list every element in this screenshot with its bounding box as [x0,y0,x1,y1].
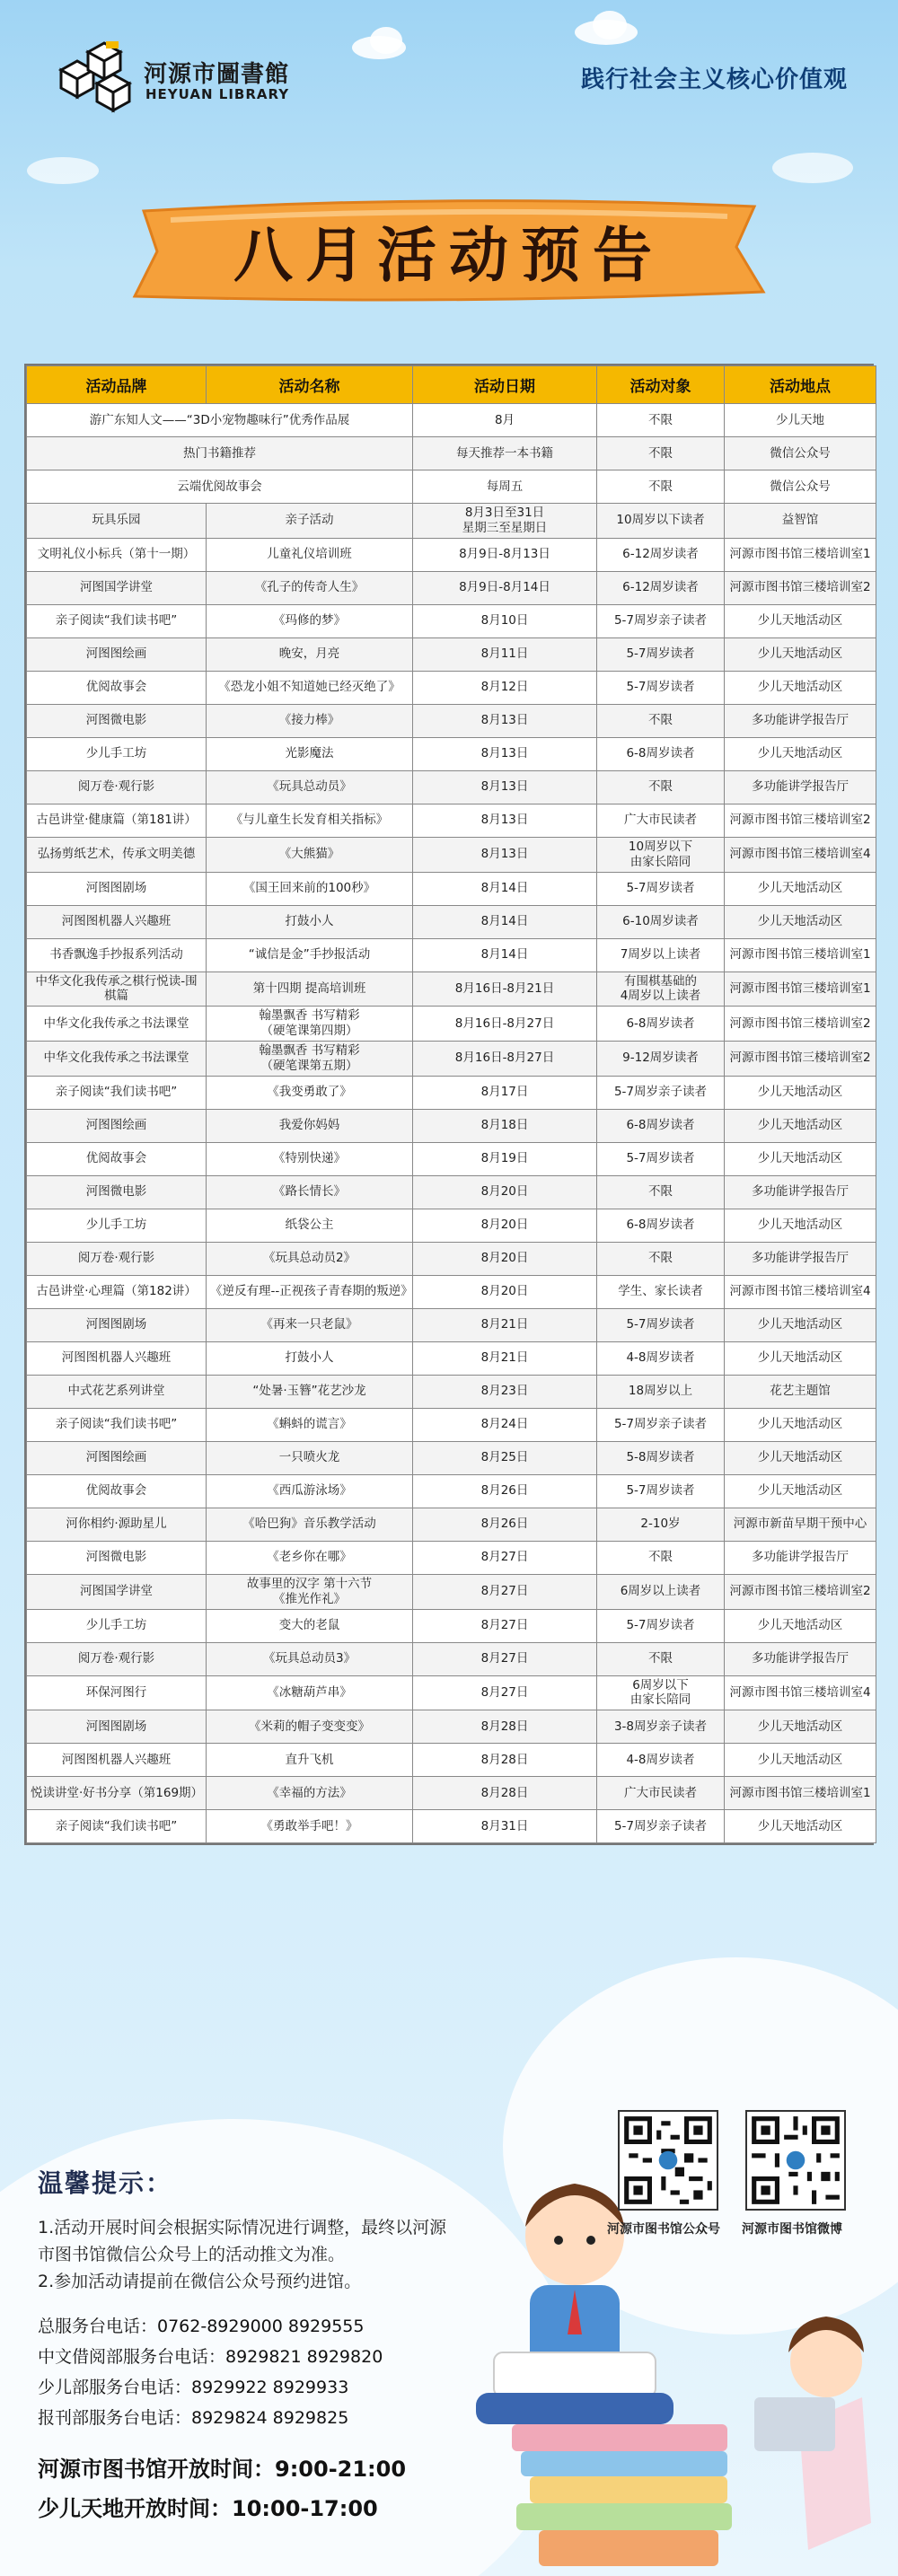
cell-place: 少儿天地活动区 [725,1609,876,1642]
cell-brand: 河图图剧场 [27,1308,207,1341]
cell-date: 8月28日 [413,1744,597,1777]
cell-activity-name: 《恐龙小姐不知道她已经灭绝了》 [207,671,413,704]
cell-brand: 优阅故事会 [27,671,207,704]
cell-brand: 古邑讲堂·健康篇（第181讲） [27,804,207,837]
cell-date: 8月12日 [413,671,597,704]
table-header-row [27,366,876,404]
table-row [27,872,876,905]
cell-target: 广大市民读者 [597,1777,725,1810]
header-place: 活动地点 [725,366,876,404]
cell-target: 18周岁以上 [597,1375,725,1408]
cell-date: 8月27日 [413,1609,597,1642]
phone-number: 少儿部服务台电话：8929922 8929933 [38,2378,349,2397]
table-row [27,1541,876,1574]
cell-target: 5-7周岁读者 [597,872,725,905]
cell-brand: 河图微电影 [27,704,207,737]
cell-target: 5-7周岁读者 [597,637,725,671]
table-row [27,404,876,437]
cell-brand: 古邑讲堂·心理篇（第182讲） [27,1275,207,1308]
cell-brand: 少儿手工坊 [27,737,207,770]
cell-activity-name: 纸袋公主 [207,1209,413,1242]
cell-date: 8月13日 [413,737,597,770]
cell-brand: 河你相约·源助星儿 [27,1508,207,1541]
table-row [27,971,876,1007]
table-row [27,1474,876,1508]
table-row [27,704,876,737]
cell-target: 5-7周岁读者 [597,1609,725,1642]
cell-place: 少儿天地活动区 [725,1308,876,1341]
cell-date: 8月31日 [413,1810,597,1843]
cell-date: 8月25日 [413,1441,597,1474]
cell-brand: 文明礼仪小标兵（第十一期） [27,538,207,571]
cell-date: 8月16日-8月21日 [413,971,597,1007]
cell-place: 河源市图书馆三楼培训室2 [725,1574,876,1609]
cell-brand: 中华文化我传承之棋行悦读-围棋篇 [27,971,207,1007]
cell-date: 8月26日 [413,1474,597,1508]
cell-target: 5-7周岁读者 [597,1142,725,1175]
cell-date: 8月9日-8月14日 [413,571,597,604]
cell-place: 少儿天地活动区 [725,1341,876,1375]
table-row [27,437,876,470]
header-date: 活动日期 [413,366,597,404]
cell-target: 不限 [597,1242,725,1275]
cell-target: 不限 [597,1642,725,1675]
slogan: 践行社会主义核心价值观 [580,66,848,93]
cell-activity-name: 《勇敢举手吧！》 [207,1810,413,1843]
cell-date: 8月13日 [413,837,597,872]
table-row [27,837,876,872]
header-name: 活动名称 [207,366,413,404]
table-row [27,671,876,704]
cell-brand: 阅万卷·观行影 [27,1242,207,1275]
table-row [27,1408,876,1441]
cell-target: 6周岁以上读者 [597,1574,725,1609]
table-row [27,1042,876,1077]
cell-brand: 亲子阅读“我们读书吧” [27,1408,207,1441]
cell-brand: 河图图剧场 [27,872,207,905]
cloud-decoration [27,157,99,184]
cell-place: 少儿天地活动区 [725,1810,876,1843]
cell-date: 每周五 [413,470,597,504]
cell-date: 8月16日-8月27日 [413,1042,597,1077]
cell-brand: 亲子阅读“我们读书吧” [27,1076,207,1109]
cell-activity-name: 《逆反有理--正视孩子青春期的叛逆》 [207,1275,413,1308]
cell-target: 6-12周岁读者 [597,571,725,604]
cell-brand: 优阅故事会 [27,1474,207,1508]
phone-number: 报刊部服务台电话：8929824 8929825 [38,2408,349,2428]
table-row [27,470,876,504]
table-row [27,1308,876,1341]
table-row [27,804,876,837]
cell-activity-name: 《孔子的传奇人生》 [207,571,413,604]
table-body [27,404,876,1843]
cell-activity-name: 《米莉的帽子变变变》 [207,1710,413,1744]
cell-target: 有围棋基础的 4周岁以上读者 [597,971,725,1007]
table-row [27,1441,876,1474]
library-logo-icon [52,34,142,115]
cell-target: 学生、家长读者 [597,1275,725,1308]
cell-place: 多功能讲学报告厅 [725,1642,876,1675]
cell-date: 每天推荐一本书籍 [413,437,597,470]
cell-place: 少儿天地活动区 [725,1744,876,1777]
table-row [27,770,876,804]
cell-target: 6-12周岁读者 [597,538,725,571]
cell-target: 不限 [597,404,725,437]
cell-brand: 弘扬剪纸艺术，传承文明美德 [27,837,207,872]
cell-date: 8月10日 [413,604,597,637]
cell-target: 不限 [597,1541,725,1574]
cell-activity-name: 翰墨飘香 书写精彩 （硬笔课第五期） [207,1042,413,1077]
table-row [27,1275,876,1308]
cell-place: 河源市图书馆三楼培训室1 [725,938,876,971]
cell-activity-name: 《玩具总动员3》 [207,1642,413,1675]
library-name-cn: 河源市圖書館 [144,61,290,88]
cell-activity-name: 《老乡你在哪》 [207,1541,413,1574]
table-row [27,1142,876,1175]
cell-place: 河源市新苗早期干预中心 [725,1508,876,1541]
cell-target: 不限 [597,470,725,504]
cell-place: 河源市图书馆三楼培训室4 [725,837,876,872]
cell-target: 5-7周岁亲子读者 [597,604,725,637]
table-row [27,538,876,571]
cell-place: 少儿天地活动区 [725,1109,876,1142]
tip-text: 2.参加活动请提前在微信公众号预约进馆。 [38,2272,362,2291]
cell-activity-name: 热门书籍推荐 [27,437,413,470]
cell-date: 8月13日 [413,704,597,737]
cell-brand: 阅万卷·观行影 [27,1642,207,1675]
cell-place: 多功能讲学报告厅 [725,1242,876,1275]
cell-target: 6-8周岁读者 [597,1109,725,1142]
cell-place: 河源市图书馆三楼培训室2 [725,804,876,837]
cell-place: 少儿天地活动区 [725,1474,876,1508]
cell-activity-name: 《玩具总动员》 [207,770,413,804]
cloud-decoration [772,153,853,183]
cell-target: 不限 [597,770,725,804]
opening-hours: 少儿天地开放时间：10:00-17:00 [38,2496,378,2521]
cell-place: 益智馆 [725,504,876,539]
cell-place: 少儿天地活动区 [725,1142,876,1175]
cell-date: 8月24日 [413,1408,597,1441]
cell-place: 少儿天地活动区 [725,1408,876,1441]
cell-brand: 河图图绘画 [27,1441,207,1474]
cell-target: 5-7周岁读者 [597,671,725,704]
cell-activity-name: 《大熊猫》 [207,837,413,872]
cell-activity-name: 《冰糖葫芦串》 [207,1675,413,1710]
cell-brand: 河图图绘画 [27,637,207,671]
cell-date: 8月13日 [413,770,597,804]
cell-target: 6-8周岁读者 [597,737,725,770]
cell-place: 多功能讲学报告厅 [725,770,876,804]
tip-text: 1.活动开展时间会根据实际情况进行调整，最终以河源市图书馆微信公众号上的活动推文为准。 [38,2218,447,2264]
cell-date: 8月17日 [413,1076,597,1109]
cell-place: 少儿天地 [725,404,876,437]
table-row [27,1076,876,1109]
cell-date: 8月20日 [413,1242,597,1275]
table-row [27,1341,876,1375]
cell-date: 8月27日 [413,1675,597,1710]
table-row [27,1675,876,1710]
cell-target: 6-8周岁读者 [597,1209,725,1242]
cell-activity-name: 《国王回来前的100秒》 [207,872,413,905]
cell-activity-name: 光影魔法 [207,737,413,770]
cell-activity-name: 翰墨飘香 书写精彩 （硬笔课第四期） [207,1007,413,1042]
table-row [27,737,876,770]
cell-target: 10周岁以下读者 [597,504,725,539]
cell-date: 8月23日 [413,1375,597,1408]
cell-date: 8月28日 [413,1710,597,1744]
weibo-qr-code-icon[interactable] [745,2110,846,2211]
cell-target: 2-10岁 [597,1508,725,1541]
cell-activity-name: 云端优阅故事会 [27,470,413,504]
cell-target: 广大市民读者 [597,804,725,837]
cell-date: 8月3日至31日 星期三至星期日 [413,504,597,539]
banner-title: 八月活动预告 [233,220,665,290]
cell-target: 不限 [597,437,725,470]
table-row [27,1609,876,1642]
cell-date: 8月18日 [413,1109,597,1142]
cell-brand: 书香飘逸手抄报系列活动 [27,938,207,971]
cell-brand: 河图图绘画 [27,1109,207,1142]
cell-target: 6周岁以下 由家长陪同 [597,1675,725,1710]
header-brand: 活动品牌 [27,366,207,404]
wechat-qr-label: 河源市图书馆公众号 [607,2222,720,2237]
cell-target: 4-8周岁读者 [597,1744,725,1777]
cell-place: 河源市图书馆三楼培训室2 [725,1007,876,1042]
table-row [27,1574,876,1609]
cell-date: 8月14日 [413,905,597,938]
cell-place: 少儿天地活动区 [725,1076,876,1109]
cell-place: 微信公众号 [725,470,876,504]
table-row [27,1007,876,1042]
cell-brand: 河图国学讲堂 [27,1574,207,1609]
cell-date: 8月11日 [413,637,597,671]
cell-brand: 优阅故事会 [27,1142,207,1175]
table-row [27,1508,876,1541]
cell-activity-name: 《蝌蚪的谎言》 [207,1408,413,1441]
cell-activity-name: 《哈巴狗》音乐教学活动 [207,1508,413,1541]
cell-target: 5-7周岁亲子读者 [597,1810,725,1843]
wechat-qr-code-icon[interactable] [618,2110,718,2211]
cell-place: 少儿天地活动区 [725,872,876,905]
cell-activity-name: “处暑·玉簪”花艺沙龙 [207,1375,413,1408]
table-row [27,571,876,604]
cell-brand: 河图图机器人兴趣班 [27,905,207,938]
cell-activity-name: 故事里的汉字 第十六节 《推光作礼》 [207,1574,413,1609]
cell-target: 不限 [597,1175,725,1209]
cell-activity-name: 打鼓小人 [207,905,413,938]
cell-place: 河源市图书馆三楼培训室1 [725,1777,876,1810]
cell-target: 10周岁以下 由家长陪同 [597,837,725,872]
cell-date: 8月14日 [413,872,597,905]
cell-activity-name: 亲子活动 [207,504,413,539]
table-row [27,1744,876,1777]
cell-activity-name: 第十四期 提高培训班 [207,971,413,1007]
cell-brand: 河图图机器人兴趣班 [27,1744,207,1777]
cell-place: 河源市图书馆三楼培训室2 [725,571,876,604]
cell-target: 5-7周岁读者 [597,1474,725,1508]
cell-place: 少儿天地活动区 [725,604,876,637]
cell-date: 8月26日 [413,1508,597,1541]
cell-target: 7周岁以上读者 [597,938,725,971]
cell-target: 5-7周岁亲子读者 [597,1408,725,1441]
cell-activity-name: 儿童礼仪培训班 [207,538,413,571]
cell-brand: 河图国学讲堂 [27,571,207,604]
cell-place: 多功能讲学报告厅 [725,1175,876,1209]
activity-table [24,364,874,1845]
cell-activity-name: 变大的老鼠 [207,1609,413,1642]
cell-target: 4-8周岁读者 [597,1341,725,1375]
cell-brand: 河图微电影 [27,1175,207,1209]
cell-date: 8月27日 [413,1574,597,1609]
table-row [27,1810,876,1843]
table-row [27,1375,876,1408]
cell-place: 少儿天地活动区 [725,1710,876,1744]
header [0,0,898,144]
cell-place: 少儿天地活动区 [725,671,876,704]
cell-brand: 亲子阅读“我们读书吧” [27,1810,207,1843]
cell-place: 多功能讲学报告厅 [725,1541,876,1574]
cell-place: 多功能讲学报告厅 [725,704,876,737]
cell-brand: 亲子阅读“我们读书吧” [27,604,207,637]
table-row [27,604,876,637]
cell-brand: 中华文化我传承之书法课堂 [27,1042,207,1077]
table-row [27,1242,876,1275]
cell-target: 6-10周岁读者 [597,905,725,938]
cell-activity-name: 《我变勇敢了》 [207,1076,413,1109]
cell-date: 8月28日 [413,1777,597,1810]
cell-place: 河源市图书馆三楼培训室2 [725,1042,876,1077]
cell-place: 河源市图书馆三楼培训室4 [725,1275,876,1308]
cell-activity-name: 游广东知人文——“3D小宠物趣味行”优秀作品展 [27,404,413,437]
cell-brand: 环保河图行 [27,1675,207,1710]
cell-brand: 阅万卷·观行影 [27,770,207,804]
cell-target: 6-8周岁读者 [597,1007,725,1042]
cell-date: 8月20日 [413,1175,597,1209]
opening-hours: 河源市图书馆开放时间：9:00-21:00 [38,2457,407,2482]
cell-place: 少儿天地活动区 [725,1441,876,1474]
cell-date: 8月 [413,404,597,437]
cell-activity-name: 《接力棒》 [207,704,413,737]
cell-place: 微信公众号 [725,437,876,470]
cell-target: 3-8周岁亲子读者 [597,1710,725,1744]
table-row [27,1642,876,1675]
cell-activity-name: 一只喷火龙 [207,1441,413,1474]
cell-activity-name: 《玩具总动员2》 [207,1242,413,1275]
phone-number: 总服务台电话：0762-8929000 8929555 [38,2317,365,2336]
cell-target: 9-12周岁读者 [597,1042,725,1077]
header-target: 活动对象 [597,366,725,404]
cell-activity-name: 《玛修的梦》 [207,604,413,637]
table-row [27,1175,876,1209]
table-row [27,1109,876,1142]
cell-date: 8月27日 [413,1541,597,1574]
cell-target: 5-7周岁亲子读者 [597,1076,725,1109]
cell-activity-name: 打鼓小人 [207,1341,413,1375]
cell-place: 少儿天地活动区 [725,637,876,671]
cell-place: 河源市图书馆三楼培训室4 [725,1675,876,1710]
cell-date: 8月20日 [413,1275,597,1308]
cell-brand: 悦读讲堂·好书分享（第169期） [27,1777,207,1810]
cell-place: 少儿天地活动区 [725,1209,876,1242]
table-row [27,637,876,671]
library-name-en: HEYUAN LIBRARY [145,86,290,102]
tips-title: 温馨提示： [38,2168,173,2198]
cell-target: 5-7周岁读者 [597,1308,725,1341]
cell-date: 8月14日 [413,938,597,971]
cell-date: 8月27日 [413,1642,597,1675]
table-row [27,1777,876,1810]
cell-place: 少儿天地活动区 [725,905,876,938]
table-row [27,504,876,539]
cell-date: 8月9日-8月13日 [413,538,597,571]
cell-place: 少儿天地活动区 [725,737,876,770]
cell-activity-name: 直升飞机 [207,1744,413,1777]
cell-activity-name: 《与儿童生长发育相关指标》 [207,804,413,837]
cell-activity-name: 《幸福的方法》 [207,1777,413,1810]
cell-activity-name: “诚信是金”手抄报活动 [207,938,413,971]
table-row [27,905,876,938]
cell-brand: 中华文化我传承之书法课堂 [27,1007,207,1042]
table-row [27,938,876,971]
cell-brand: 河图图剧场 [27,1710,207,1744]
cell-activity-name: 《再来一只老鼠》 [207,1308,413,1341]
phone-number: 中文借阅部服务台电话：8929821 8929820 [38,2347,383,2367]
cell-activity-name: 我爱你妈妈 [207,1109,413,1142]
cell-date: 8月19日 [413,1142,597,1175]
cell-activity-name: 《特别快递》 [207,1142,413,1175]
cell-brand: 中式花艺系列讲堂 [27,1375,207,1408]
cell-place: 河源市图书馆三楼培训室1 [725,538,876,571]
table-row [27,1710,876,1744]
weibo-qr-label: 河源市图书馆微博 [742,2222,842,2237]
cell-brand: 河图微电影 [27,1541,207,1574]
cell-date: 8月13日 [413,804,597,837]
cell-date: 8月21日 [413,1341,597,1375]
title-banner [117,184,781,319]
cell-brand: 玩具乐园 [27,504,207,539]
cell-target: 5-8周岁读者 [597,1441,725,1474]
table-row [27,1209,876,1242]
cell-place: 河源市图书馆三楼培训室1 [725,971,876,1007]
cell-date: 8月20日 [413,1209,597,1242]
cell-place: 花艺主题馆 [725,1375,876,1408]
cell-activity-name: 《路长情长》 [207,1175,413,1209]
cell-date: 8月21日 [413,1308,597,1341]
cell-target: 不限 [597,704,725,737]
cell-brand: 少儿手工坊 [27,1609,207,1642]
cell-brand: 少儿手工坊 [27,1209,207,1242]
cell-date: 8月16日-8月27日 [413,1007,597,1042]
cell-activity-name: 晚安，月亮 [207,637,413,671]
cell-brand: 河图图机器人兴趣班 [27,1341,207,1375]
cell-activity-name: 《西瓜游泳场》 [207,1474,413,1508]
